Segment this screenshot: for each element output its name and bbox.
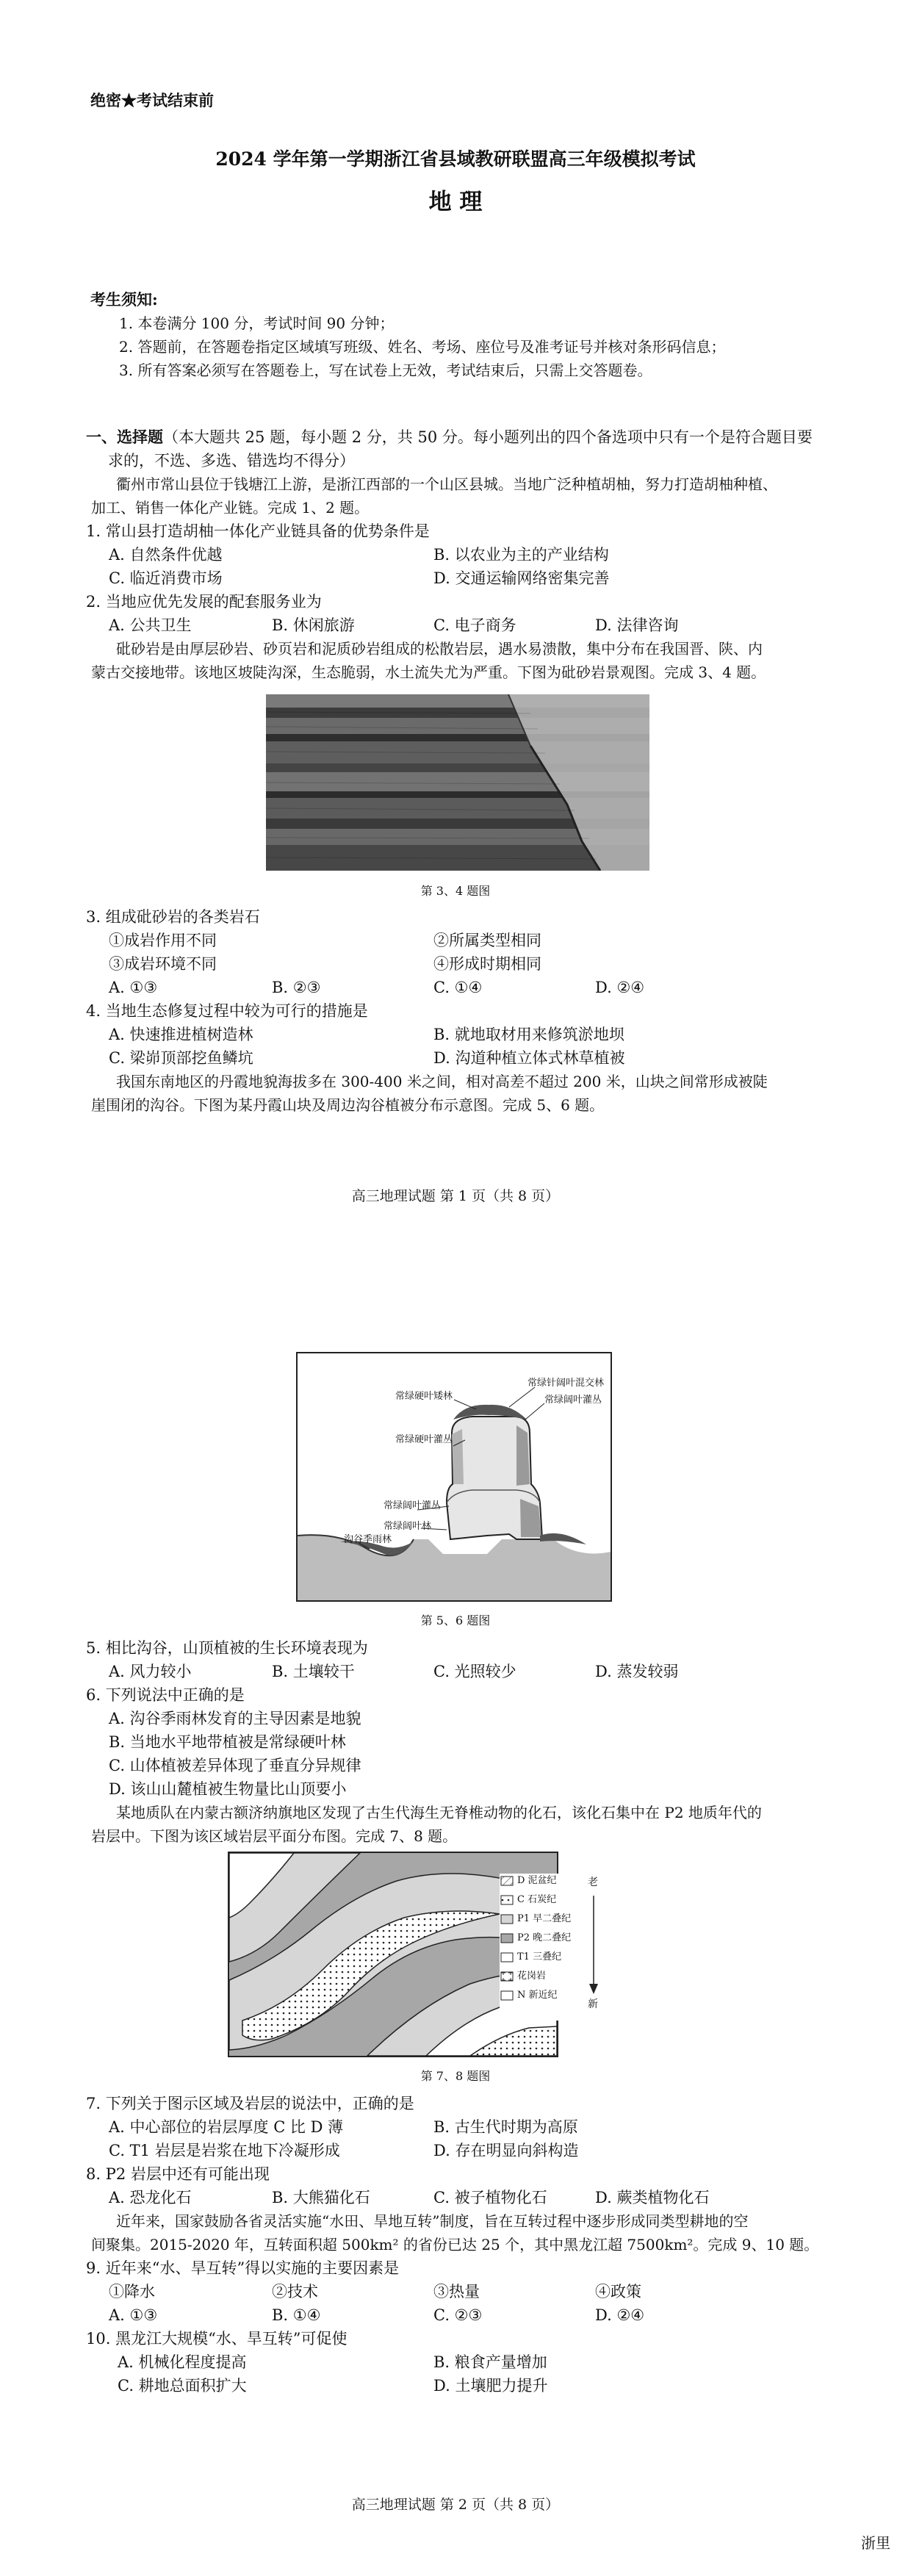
passage-3-4-line-2: 蒙古交接地带。该地区坡陡沟深，生态脆弱，水土流失尤为严重。下图为砒砂岩景观图。完成 3、4 题。 — [91, 663, 766, 681]
q9-stem: 9. 近年来“水、旱互转”得以实施的主要因素是 — [86, 2259, 400, 2277]
q7-stem: 7. 下列关于图示区域及岩层的说法中，正确的是 — [86, 2095, 414, 2112]
q9-factor-4: ④政策 — [595, 2283, 641, 2300]
fig56-label-broadleaf-forest: 常绿阔叶林 — [384, 1521, 432, 1532]
notice-item-3: 3. 所有答案必须写在答题卷上，写在试卷上无效，考试结束后，只需上交答题卷。 — [119, 361, 652, 379]
legend-late-permian: P2 晚二叠纪 — [517, 1932, 572, 1943]
legend-triassic: T1 三叠纪 — [517, 1951, 562, 1962]
q4-option-c: C. 梁峁顶部挖鱼鳞坑 — [109, 1049, 253, 1067]
q6-option-d: D. 该山山麓植被生物量比山顶要小 — [109, 1780, 347, 1798]
passage-1-2-line-1: 衢州市常山县位于钱塘江上游，是浙江西部的一个山区县城。当地广泛种植胡柚，努力打造胡柚种植、 — [116, 475, 777, 493]
legend-granite: 花岗岩 — [517, 1971, 547, 1982]
q1-option-d: D. 交通运输网络密集完善 — [433, 569, 610, 587]
fig-56-caption: 第 5、6 题图 — [420, 1613, 491, 1627]
q10-stem: 10. 黑龙江大规模“水、旱互转”可促使 — [86, 2330, 348, 2347]
q10-option-c: C. 耕地总面积扩大 — [118, 2377, 247, 2395]
q5-option-d: D. 蒸发较弱 — [595, 1663, 679, 1680]
q3-statement-4: ④形成时期相同 — [433, 955, 541, 973]
q6-option-a: A. 沟谷季雨林发育的主导因素是地貌 — [109, 1710, 361, 1727]
fig56-label-sclerophyll-shrub: 常绿硬叶灌丛 — [395, 1434, 453, 1445]
q4-option-d: D. 沟道种植立体式林草植被 — [433, 1049, 625, 1067]
passage-9-10-line-2: 间聚集。2015-2020 年，互转面积超 500km² 的省份已达 25 个，其中黑龙江超 7500km²。完成 9、10 题。 — [91, 2236, 819, 2253]
page-1-footer: 高三地理试题 第 1 页（共 8 页） — [351, 1188, 560, 1204]
danxia-vegetation-diagram — [296, 1352, 612, 1602]
section-heading — [86, 426, 813, 448]
fig56-label-mixed-forest: 常绿针阔叶混交林 — [527, 1378, 605, 1389]
fig-34-caption: 第 3、4 题图 — [420, 884, 491, 898]
q3-option-a: A. ①③ — [109, 979, 158, 996]
q5-option-a: A. 风力较小 — [109, 1663, 192, 1680]
q1-option-a: A. 自然条件优越 — [109, 546, 223, 564]
q6-stem: 6. 下列说法中正确的是 — [86, 1686, 245, 1704]
exam-title: 2024 学年第一学期浙江省县域教研联盟高三年级模拟考试 — [215, 148, 696, 170]
legend-early-permian: P1 早二叠纪 — [517, 1913, 572, 1924]
q7-option-d: D. 存在明显向斜构造 — [433, 2142, 579, 2159]
q1-stem: 1. 常山县打造胡柚一体化产业链具备的优势条件是 — [86, 522, 430, 540]
section-title: 一、选择题 — [86, 428, 163, 446]
legend-carboniferous: C 石炭纪 — [517, 1894, 557, 1905]
q3-option-c: C. ①④ — [433, 979, 483, 996]
q8-option-d: D. 蕨类植物化石 — [595, 2189, 710, 2206]
section-intro-2: 求的，不选、多选、错选均不得分） — [108, 452, 355, 469]
fig-78-caption: 第 7、8 题图 — [420, 2069, 491, 2083]
corner-mark: 浙里 — [861, 2534, 890, 2552]
q9-factor-1: ①降水 — [109, 2283, 155, 2300]
fig56-label-valley-monsoon-forest: 沟谷季雨林 — [344, 1534, 392, 1545]
q1-option-c: C. 临近消费市场 — [109, 569, 223, 587]
q6-option-c: C. 山体植被差异体现了垂直分异规律 — [109, 1757, 361, 1774]
section-intro-1: （本大题共 25 题，每小题 2 分，共 50 分。每小题列出的四个备选项中只有一个是符合题目要 — [163, 428, 813, 446]
notice-title: 考生须知: — [90, 290, 158, 309]
q8-option-b: B. 大熊猫化石 — [272, 2189, 370, 2206]
q9-option-b: B. ①④ — [272, 2306, 321, 2324]
q3-option-d: D. ②④ — [595, 979, 645, 996]
q2-option-d: D. 法律咨询 — [595, 616, 679, 634]
q9-option-d: D. ②④ — [595, 2306, 645, 2324]
q7-option-a: A. 中心部位的岩层厚度 C 比 D 薄 — [109, 2118, 344, 2136]
passage-7-8-line-2: 岩层中。下图为该区域岩层平面分布图。完成 7、8 题。 — [91, 1827, 458, 1845]
q3-statement-2: ②所属类型相同 — [433, 932, 541, 949]
legend-neogene: N 新近纪 — [517, 1990, 558, 2001]
q2-option-b: B. 休闲旅游 — [272, 616, 355, 634]
subject-title: 地 理 — [428, 189, 483, 215]
passage-7-8-line-1: 某地质队在内蒙古额济纳旗地区发现了古生代海生无脊椎动物的化石，该化石集中在 P2 地质年代的 — [116, 1804, 762, 1821]
exam-page-1 — [0, 0, 911, 1264]
page-2-footer: 高三地理试题 第 2 页（共 8 页） — [351, 2497, 560, 2513]
legend-new-label: 新 — [588, 1998, 598, 2010]
q3-stem: 3. 组成砒砂岩的各类岩石 — [86, 908, 260, 926]
passage-5-6-line-1: 我国东南地区的丹霞地貌海拔多在 300-400 米之间，相对高差不超过 200 米，山块之间常形成被陡 — [116, 1073, 768, 1090]
q10-option-b: B. 粮食产量增加 — [433, 2353, 547, 2371]
q8-stem: 8. P2 岩层中还有可能出现 — [86, 2165, 270, 2183]
q1-option-b: B. 以农业为主的产业结构 — [433, 546, 609, 564]
q8-option-a: A. 恐龙化石 — [109, 2189, 192, 2206]
q2-stem: 2. 当地应优先发展的配套服务业为 — [86, 593, 322, 611]
q4-option-b: B. 就地取材用来修筑淤地坝 — [433, 1026, 624, 1043]
pisha-sandstone-photo — [266, 694, 649, 871]
q3-statement-3: ③成岩环境不同 — [109, 955, 217, 973]
q9-factor-3: ③热量 — [433, 2283, 480, 2300]
secret-mark: 绝密★考试结束前 — [90, 91, 214, 109]
fig56-label-sclerophyll-low-forest: 常绿硬叶矮林 — [395, 1391, 453, 1402]
q4-stem: 4. 当地生态修复过程中较为可行的措施是 — [86, 1002, 368, 1020]
notice-item-2: 2. 答题前，在答题卷指定区域填写班级、姓名、考场、座位号及准考证号并核对条形码信息； — [119, 338, 726, 356]
q5-stem: 5. 相比沟谷，山顶植被的生长环境表现为 — [86, 1639, 368, 1657]
q10-option-a: A. 机械化程度提高 — [118, 2353, 247, 2371]
q10-option-d: D. 土壤肥力提升 — [433, 2377, 548, 2395]
q6-option-b: B. 当地水平地带植被是常绿硬叶林 — [109, 1733, 346, 1751]
notice-item-1: 1. 本卷满分 100 分，考试时间 90 分钟； — [119, 314, 395, 332]
exam-page-2 — [0, 1308, 911, 2576]
passage-5-6-line-2: 崖围闭的沟谷。下图为某丹霞山块及周边沟谷植被分布示意图。完成 5、6 题。 — [91, 1096, 605, 1114]
q4-option-a: A. 快速推进植树造林 — [109, 1026, 253, 1043]
fig56-label-broadleaf-shrub-top: 常绿阔叶灌丛 — [544, 1395, 602, 1406]
q2-option-a: A. 公共卫生 — [109, 616, 192, 634]
legend-old-label: 老 — [588, 1877, 598, 1888]
q9-option-c: C. ②③ — [433, 2306, 483, 2324]
q5-option-b: B. 土壤较干 — [272, 1663, 355, 1680]
q8-option-c: C. 被子植物化石 — [433, 2189, 547, 2206]
fig56-label-broadleaf-shrub-slope: 常绿阔叶灌丛 — [384, 1500, 442, 1511]
passage-3-4-line-1: 砒砂岩是由厚层砂岩、砂页岩和泥质砂岩组成的松散岩层，遇水易溃散，集中分布在我国晋、陕、内 — [116, 640, 763, 658]
q7-option-b: B. 古生代时期为高原 — [433, 2118, 578, 2136]
q2-option-c: C. 电子商务 — [433, 616, 516, 634]
q3-option-b: B. ②③ — [272, 979, 321, 996]
legend-devonian: D 泥盆纪 — [517, 1875, 557, 1886]
q3-statement-1: ①成岩作用不同 — [109, 932, 217, 949]
passage-9-10-line-1: 近年来，国家鼓励各省灵活实施“水田、旱地互转”制度，旨在互转过程中逐步形成同类型耕地的空 — [116, 2212, 749, 2230]
q7-option-c: C. T1 岩层是岩浆在地下冷凝形成 — [109, 2142, 340, 2159]
q9-option-a: A. ①③ — [109, 2306, 158, 2324]
passage-1-2-line-2: 加工、销售一体化产业链。完成 1、2 题。 — [91, 499, 370, 517]
q9-factor-2: ②技术 — [272, 2283, 318, 2300]
q5-option-c: C. 光照较少 — [433, 1663, 516, 1680]
